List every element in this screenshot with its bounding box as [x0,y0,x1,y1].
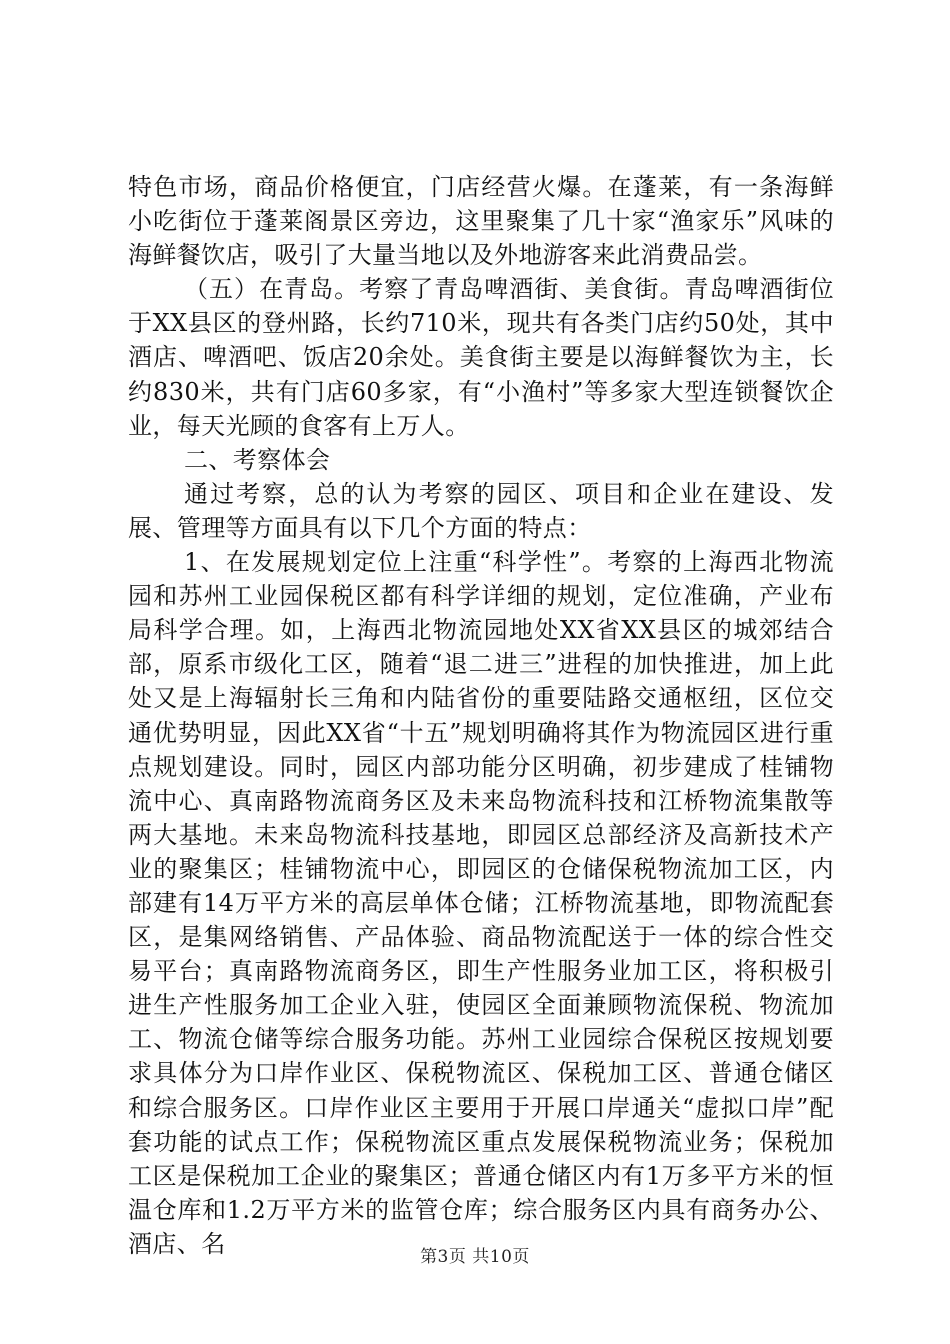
page-number-footer: 第3页 共10页 [420,1247,530,1267]
paragraph-qingdao: （五）在青岛。考察了青岛啤酒街、美食街。青岛啤酒街位于XX县区的登州路，长约710米，现共有各类门店约50处，其中酒店、啤酒吧、饭店20余处。美食街主要是以海鲜餐饮为主，长约830米，共有门店60多家，有“小渔村”等多家大型连锁餐饮企业，每天光顾的食客有上万人。 [128,275,834,440]
paragraph-intro: 通过考察，总的认为考察的园区、项目和企业在建设、发展、管理等方面具有以下几个方面的特点： [128,479,834,542]
document-body [128,170,834,1261]
paragraph-continuation: 特色市场，商品价格便宜，门店经营火爆。在蓬莱，有一条海鲜小吃街位于蓬莱阁景区旁边，这里聚集了几十家“渔家乐”风味的海鲜餐饮店，吸引了大量当地以及外地游客来此消费品尝。 [128,173,834,270]
section-heading: 二、考察体会 [184,445,331,474]
paragraph-point-1: 1、在发展规划定位上注重“科学性”。考察的上海西北物流园和苏州工业园保税区都有科学详细的规划，定位准确，产业布局科学合理。如，上海西北物流园地处XX省XX县区的城郊结合部，原系市级化工区，随着“退二进三”进程的加快推进，加上此处又是上海辐射长三角和内陆省份的重要陆路交通枢纽，区位交通优势明显，因此XX省“十五”规划明确将其作为物流园区进行重点规划建设。同时，园区内部功能分区明确，初步建成了桂铺物流中心、真南路物流商务区及未来岛物流科技和江桥物流集散等两大基地。未来岛物流科技基地，即园区总部经济及高新技术产业的聚集区；桂铺物流中心，即园区的仓储保税物流加工区，内部建有14万平方米的高层单体仓储；江桥物流基地，即物流配套区，是集网络销售、产品体验、商品物流配送于一体的综合性交易平台；真南路物流商务区，即生产性服务业加工区，将积极引进生产性服务加工企业入驻，使园区全面兼顾物流保税、物流加工、物流仓储等综合服务功能。苏州工业园综合保税区按规划要求具体分为口岸作业区、保税物流区、保税加工区、普通仓储区和综合服务区。口岸作业区主要用于开展口岸通关“虚拟口岸”配套功能的试点工作；保税物流区重点发展保税物流业务；保税加工区是保税加工企业的聚集区；普通仓储区内有1万多平方米的恒温仓库和1.2万平方米的监管仓库；综合服务区内具有商务办公、酒店、名 [128,548,834,1258]
